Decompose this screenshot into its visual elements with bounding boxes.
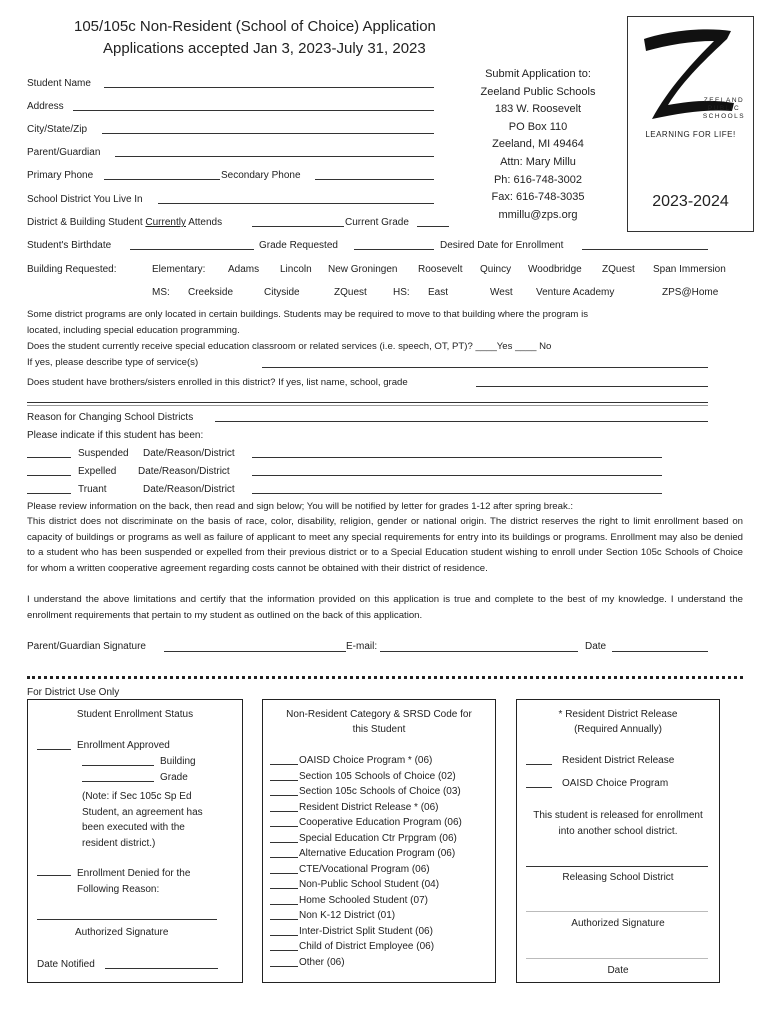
releasing-district-label: Releasing School District xyxy=(562,872,674,883)
denied-field[interactable] xyxy=(37,875,71,876)
suspended-label: Suspended xyxy=(78,448,129,459)
building-option[interactable]: Roosevelt xyxy=(418,264,463,275)
category-option-label: OAISD Choice Program * (06) xyxy=(299,755,433,766)
truant-detail-label: Date/Reason/District xyxy=(143,484,235,495)
special-ed-question: Does the student currently receive special education classroom or related services (i.e. speech, OT, PT)? ____Yes ____ No xyxy=(27,341,552,352)
secondary-phone-label: Secondary Phone xyxy=(221,170,301,181)
category-option-label: Non-Public School Student (04) xyxy=(299,879,440,890)
box-title: Non-Resident Category & SRSD Code for xyxy=(286,709,472,720)
submit-line: PO Box 110 xyxy=(508,120,568,133)
category-option-label: Alternative Education Program (06) xyxy=(299,848,456,859)
release-signature-label: Authorized Signature xyxy=(571,918,665,929)
city-field[interactable] xyxy=(102,133,434,134)
district-live-label: School District You Live In xyxy=(27,194,143,205)
category-check-field[interactable] xyxy=(270,811,298,812)
building-option[interactable]: Woodbridge xyxy=(528,264,582,275)
building-option[interactable]: Lincoln xyxy=(280,264,312,275)
building-option[interactable]: Venture Academy xyxy=(536,287,615,298)
expelled-detail-label: Date/Reason/District xyxy=(138,466,230,477)
box-title: this Student xyxy=(352,724,406,735)
siblings-label: Does student have brothers/sisters enrolled in this district? If yes, list name, school, grade xyxy=(27,377,408,388)
truant-detail-field[interactable] xyxy=(252,493,662,494)
building-option[interactable]: East xyxy=(428,287,449,298)
form-title: 105/105c Non-Resident (School of Choice) Application xyxy=(74,18,436,35)
release-note: This student is released for enrollment xyxy=(533,810,703,821)
submit-line: Attn: Mary Millu xyxy=(500,155,576,168)
date-field[interactable] xyxy=(612,651,708,652)
date-notified-label: Date Notified xyxy=(37,959,95,970)
box-title: * Resident District Release xyxy=(558,709,678,720)
truant-check-field[interactable] xyxy=(27,493,71,494)
student-name-label: Student Name xyxy=(27,78,91,89)
oaisd-check-field[interactable] xyxy=(526,787,552,788)
date-label: Date xyxy=(585,641,607,652)
building-option[interactable]: Span Immersion xyxy=(653,264,726,275)
category-check-field[interactable] xyxy=(270,919,298,920)
release-option-label: OAISD Choice Program xyxy=(562,778,669,789)
service-describe-field[interactable] xyxy=(262,367,708,368)
category-check-field[interactable] xyxy=(270,873,298,874)
category-option-label: Special Education Ctr Prpgram (06) xyxy=(299,832,457,844)
indicate-label: Please indicate if this student has been: xyxy=(27,430,204,441)
submit-line: Zeeland, MI 49464 xyxy=(492,138,584,151)
cut-line xyxy=(27,676,743,679)
district-building-label: District & Building Student Currently Attends xyxy=(27,217,223,228)
current-grade-field[interactable] xyxy=(417,226,449,227)
school-year: 2023-2024 xyxy=(652,193,729,210)
building-option[interactable]: ZQuest xyxy=(602,264,635,275)
approval-note: (Note: if Sec 105c Sp Ed Student, an agreement has been executed with the resident district.) xyxy=(82,791,203,849)
category-option-label: Inter-District Split Student (06) xyxy=(299,925,433,937)
category-check-field[interactable] xyxy=(270,950,298,951)
releasing-district-field[interactable] xyxy=(526,866,708,867)
box-title: Student Enrollment Status xyxy=(76,709,194,720)
grade-field[interactable] xyxy=(82,781,154,782)
desired-date-field[interactable] xyxy=(582,249,708,250)
release-option-label: Resident District Release xyxy=(562,755,675,766)
parent-field[interactable] xyxy=(115,156,434,157)
district-building-field[interactable] xyxy=(252,226,344,227)
category-check-field[interactable] xyxy=(270,842,298,843)
category-option-label: Cooperative Education Program (06) xyxy=(299,817,462,828)
logo-panel xyxy=(627,16,754,232)
birthdate-field[interactable] xyxy=(130,249,254,250)
category-check-field[interactable] xyxy=(270,904,298,905)
elementary-label: Elementary: xyxy=(152,264,206,275)
category-check-field[interactable] xyxy=(270,966,298,967)
truant-label: Truant xyxy=(78,484,107,495)
category-check-field[interactable] xyxy=(270,826,298,827)
expelled-label: Expelled xyxy=(78,466,117,477)
grade-label: Grade xyxy=(160,772,188,783)
category-option-label: Section 105c Schools of Choice (03) xyxy=(299,786,461,797)
building-option[interactable]: West xyxy=(490,287,513,298)
grade-requested-label: Grade Requested xyxy=(259,240,338,251)
building-option[interactable]: Adams xyxy=(228,264,260,275)
student-name-field[interactable] xyxy=(104,87,434,88)
program-note: Some district programs are only located in certain buildings. Students may be required to move to that building where the program is xyxy=(27,309,588,320)
desired-date-label: Desired Date for Enrollment xyxy=(440,240,564,251)
suspended-detail-field[interactable] xyxy=(252,457,662,458)
program-note: located, including special education programming. xyxy=(27,325,240,336)
category-check-field[interactable] xyxy=(270,935,298,936)
building-option[interactable]: ZPS@Home xyxy=(662,287,719,298)
category-option-label: Section 105 Schools of Choice (02) xyxy=(299,770,456,782)
release-check-field[interactable] xyxy=(526,764,552,765)
suspended-check-field[interactable] xyxy=(27,457,71,458)
authorized-signature-label: Authorized Signature xyxy=(75,927,169,938)
logo-tagline: LEARNING FOR LIFE! xyxy=(645,130,736,139)
siblings-field-extra[interactable] xyxy=(27,402,708,403)
secondary-phone-field[interactable] xyxy=(315,179,434,180)
address-field[interactable] xyxy=(73,110,434,111)
approved-label: Enrollment Approved xyxy=(77,740,170,751)
release-date-label: Date xyxy=(607,965,629,976)
release-date-field[interactable] xyxy=(526,958,708,959)
email-field[interactable] xyxy=(380,651,578,652)
date-notified-field[interactable] xyxy=(105,968,218,969)
primary-phone-field[interactable] xyxy=(104,179,220,180)
certification-paragraph: I understand the above limitations and certify that the information provided on this application is true and complete to the best of my knowledge. I understand the enrollment requirements that pertain to my student as outlined on the back of this application. xyxy=(27,594,743,621)
category-check-field[interactable] xyxy=(270,888,298,889)
reason-label: Reason for Changing School Districts xyxy=(27,412,194,423)
submit-line: Submit Application to: xyxy=(485,68,591,80)
reason-field[interactable] xyxy=(215,421,708,422)
category-option-label: Home Schooled Student (07) xyxy=(299,894,428,906)
denied-label: Enrollment Denied for the Following Reason: xyxy=(77,868,191,895)
building-option[interactable]: Quincy xyxy=(480,264,512,275)
hs-label: HS: xyxy=(393,287,410,298)
box-title: (Required Annually) xyxy=(574,724,662,735)
category-check-field[interactable] xyxy=(270,857,298,858)
primary-phone-label: Primary Phone xyxy=(27,170,94,181)
expelled-check-field[interactable] xyxy=(27,475,71,476)
divider xyxy=(27,405,708,406)
birthdate-label: Student's Birthdate xyxy=(27,240,112,251)
district-live-field[interactable] xyxy=(158,203,434,204)
enrollment-status-box xyxy=(27,699,243,983)
parent-signature-label: Parent/Guardian Signature xyxy=(27,641,146,652)
nondiscrimination-paragraph: This district does not discriminate on the basis of race, color, disability, religion, gender or national origin. The district reserves the right to limit enrollment based on capacity of buildings or programs as well as failure of applicant to meet any special requirements for entry into its buildings or programs. Enrollment may also be denied to a student who has been suspended or expelled from their previous district or to a Special Education student wishing to enroll under Section 105c Schools of Choice for whom a written cooperative agreement regarding costs cannot be obtained with their district of residence. xyxy=(27,516,743,574)
logo-word: ZEELAND xyxy=(703,97,745,104)
submit-line: Fax: 616-748-3035 xyxy=(491,191,585,204)
logo-word: SCHOOLS xyxy=(702,113,746,120)
submit-line: mmillu@zps.org xyxy=(498,208,578,221)
review-note: Please review information on the back, then read and sign below; You will be notified by letter for grades 1-12 after spring break.: xyxy=(27,501,574,512)
current-grade-label: Current Grade xyxy=(345,217,409,228)
submit-info xyxy=(458,66,618,224)
approved-field[interactable] xyxy=(37,749,71,750)
logo-word: PUBLIC xyxy=(707,105,741,112)
category-option-label: Other (06) xyxy=(299,956,345,968)
expelled-detail-field[interactable] xyxy=(252,475,662,476)
category-check-field[interactable] xyxy=(270,795,298,796)
building-requested-label: Building Requested: xyxy=(27,264,117,275)
category-option-label: Child of District Employee (06) xyxy=(299,941,435,952)
building-option[interactable]: New Groningen xyxy=(328,264,398,275)
building-option[interactable]: Cityside xyxy=(264,287,300,298)
category-option-label: CTE/Vocational Program (06) xyxy=(299,863,430,875)
authorized-signature-field[interactable] xyxy=(37,919,217,920)
category-option-label: Resident District Release * (06) xyxy=(299,801,439,813)
service-describe-label: If yes, please describe type of service(s) xyxy=(27,357,199,368)
address-label: Address xyxy=(27,101,64,112)
release-signature-field[interactable] xyxy=(526,911,708,912)
grade-requested-field[interactable] xyxy=(354,249,434,250)
submit-line: Ph: 616-748-3002 xyxy=(493,173,583,186)
building-option[interactable]: ZQuest xyxy=(334,287,367,298)
building-label: Building xyxy=(160,756,196,767)
suspended-detail-label: Date/Reason/District xyxy=(143,448,235,459)
category-code-box xyxy=(262,699,496,983)
city-label: City/State/Zip xyxy=(27,124,88,135)
ms-label: MS: xyxy=(152,287,170,298)
submit-line: Zeeland Public Schools xyxy=(480,85,596,98)
release-note: into another school district. xyxy=(558,826,678,837)
siblings-field[interactable] xyxy=(476,386,708,387)
category-option-label: Non K-12 District (01) xyxy=(299,910,396,921)
building-option[interactable]: Creekside xyxy=(188,287,234,298)
submit-line: 183 W. Roosevelt xyxy=(494,103,582,116)
form-subtitle: Applications accepted Jan 3, 2023-July 31, 2023 xyxy=(103,40,426,57)
parent-label: Parent/Guardian xyxy=(27,147,101,158)
parent-signature-field[interactable] xyxy=(164,651,346,652)
category-check-field[interactable] xyxy=(270,764,298,765)
building-field[interactable] xyxy=(82,765,154,766)
category-check-field[interactable] xyxy=(270,780,298,781)
district-use-label: For District Use Only xyxy=(27,687,120,698)
email-label: E-mail: xyxy=(346,641,378,652)
resident-release-box xyxy=(516,699,720,983)
